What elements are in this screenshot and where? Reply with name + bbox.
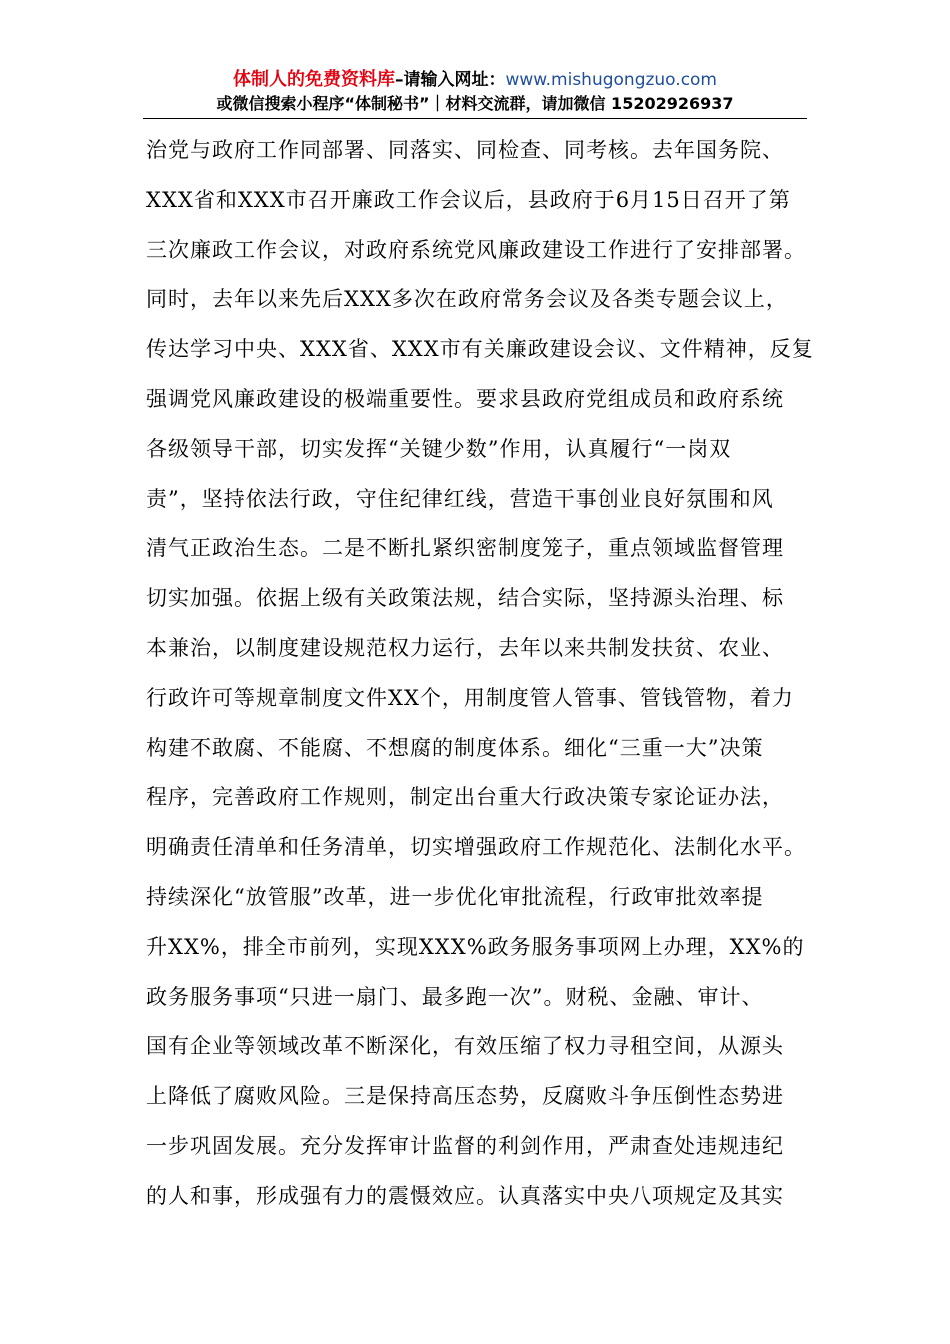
header-line-1 — [0, 68, 950, 92]
body-line: 强调党风廉政建设的极端重要性。要求县政府党组成员和政府系统 — [146, 386, 784, 411]
body-line: 行政许可等规章制度文件XX个，用制度管人管事、管钱管物，着力 — [146, 685, 794, 710]
body-line: XXX省和XXX市召开廉政工作会议后，县政府于6月15日召开了第 — [146, 187, 791, 212]
header-divider — [143, 118, 807, 119]
body-line: 程序，完善政府工作规则，制定出台重大行政决策专家论证办法， — [146, 785, 784, 810]
body-line: 三次廉政工作会议，对政府系统党风廉政建设工作进行了安排部署。 — [146, 237, 806, 262]
body-line: 切实加强。依据上级有关政策法规，结合实际，坚持源头治理、标 — [146, 586, 784, 611]
body-line: 明确责任清单和任务清单，切实增强政府工作规范化、法制化水平。 — [146, 835, 806, 860]
body-line: 清气正政治生态。二是不断扎紧织密制度笼子，重点领域监督管理 — [146, 536, 784, 561]
document-body — [146, 126, 814, 1222]
body-line: 上降低了腐败风险。三是保持高压态势，反腐败斗争压倒性态势进 — [146, 1084, 784, 1109]
body-line: 一步巩固发展。充分发挥审计监督的利剑作用，严肃查处违规违纪 — [146, 1133, 784, 1158]
body-line: 各级领导干部，切实发挥“关键少数”作用，认真履行“一岗双 — [146, 436, 732, 461]
page-header — [0, 68, 950, 116]
body-line: 的人和事，形成强有力的震慑效应。认真落实中央八项规定及其实 — [146, 1183, 784, 1208]
body-line: 持续深化“放管服”改革，进一步优化审批流程，行政审批效率提 — [146, 884, 764, 909]
site-name: 体制人的免费资料库 — [232, 69, 395, 90]
body-line: 同时，去年以来先后XXX多次在政府常务会议及各类专题会议上， — [146, 287, 788, 312]
header-line-2: 或微信搜索小程序“体制秘书”｜材料交流群，请加微信 15202926937 — [216, 94, 734, 113]
body-line: 构建不敢腐、不能腐、不想腐的制度体系。细化“三重一大”决策 — [146, 735, 764, 760]
body-line: 政务服务事项“只进一扇门、最多跑一次”。财税、金融、审计、 — [146, 984, 764, 1009]
site-url-link[interactable]: www.mishugongzuo.com — [505, 70, 717, 90]
body-line: 本兼治，以制度建设规范权力运行，去年以来共制发扶贫、农业、 — [146, 635, 784, 660]
body-line: 升XX%，排全市前列，实现XXX%政务服务事项网上办理，XX%的 — [146, 934, 805, 959]
body-line: 国有企业等领域改革不断深化，有效压缩了权力寻租空间，从源头 — [146, 1034, 784, 1059]
body-line: 治党与政府工作同部署、同落实、同检查、同考核。去年国务院、 — [146, 138, 784, 162]
url-prompt: –请输入网址： — [394, 70, 506, 90]
body-line: 责”，坚持依法行政，守住纪律红线，营造干事创业良好氛围和风 — [146, 486, 774, 511]
body-line: 传达学习中央、XXX省、XXX市有关廉政建设会议、文件精神，反复 — [146, 337, 814, 362]
